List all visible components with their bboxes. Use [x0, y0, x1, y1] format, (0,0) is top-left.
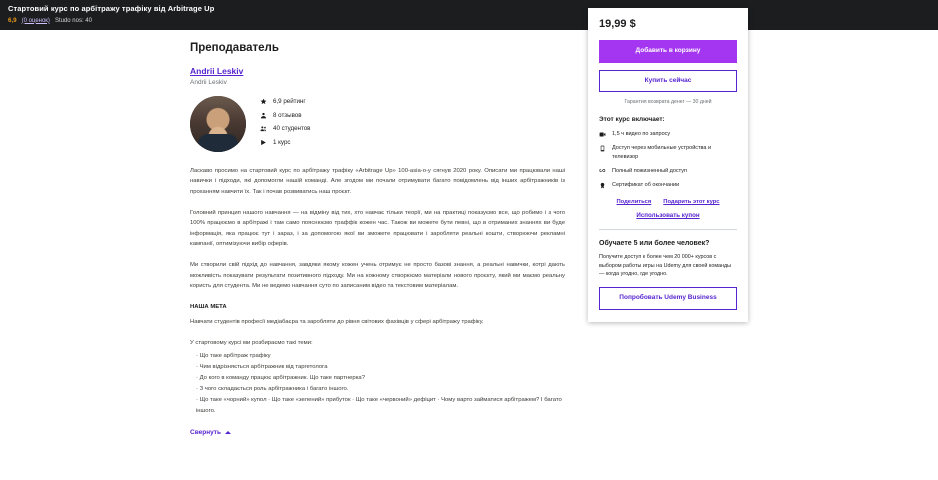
money-back-guarantee: Гарантия возврата денег — 30 дней	[624, 99, 712, 105]
include-label: Доступ через мобильные устройства и телевизор	[612, 145, 712, 160]
include-item	[599, 181, 737, 189]
try-udemy-business-button[interactable]: Попробовать Udemy Business	[599, 287, 737, 310]
buy-now-button[interactable]: Купить сейчас	[599, 70, 737, 93]
include-label: Полный пожизненный доступ	[612, 167, 687, 174]
course-price: 19,99 $	[599, 18, 636, 30]
topics-heading: У стартовому курсі ми розбираємо такі теми:	[190, 339, 313, 346]
divider	[599, 229, 737, 230]
list-item: · До кого в команду працює арбітражник. Що таке партнерка?	[196, 375, 365, 382]
list-item: · Що таке «чорний» купол · Що таке «зелений» прибуток · Що таке «червоний» дефіцит · Чому варто займатися арбітражем? І багато іншого.	[196, 396, 562, 414]
instructor-section-title: Преподаватель	[190, 42, 279, 54]
stat-rating-label: 6,9 рейтинг	[273, 98, 306, 105]
card-links	[599, 199, 737, 205]
students-count: Studo nos: 40	[54, 17, 92, 24]
instructor-name-link[interactable]: Andrii Leskiv	[190, 66, 244, 76]
description-paragraph: Головний принцип нашого навчання — на відміну від тих, хто навчає тільки теорії, ми на практиці показуємо все, що робимо і з чого 100% працюємо в арбітражі і там само пояснюємо траффік кожен час. Також ви можете бути певні, що в отриманих знаннях ви буде інформація, яка працює тут і зараз, і за допомогою якої ви зможете працювати і заробляти реальні кошти, створюючи рекламні кампанії, оптимізуючи вибір оферів.	[190, 209, 565, 247]
stat-students-label: 40 студентов	[273, 125, 311, 132]
instructor-block	[190, 96, 565, 152]
show-less-button[interactable]	[190, 429, 231, 436]
rating-value: 6,9	[8, 17, 17, 24]
apply-coupon-link[interactable]: Использовать купон	[636, 212, 700, 220]
course-title: Стартовий курс по арбітражу трафіку від Arbitrage Up	[8, 4, 215, 13]
share-link[interactable]: Поделиться	[616, 199, 652, 206]
list-item: · Чим відрізняється арбітражник від таргетолога	[196, 364, 328, 371]
course-rating-row	[8, 17, 92, 24]
stat-rating	[260, 98, 310, 105]
infinity-icon	[599, 167, 606, 174]
show-less-label: Свернуть	[190, 428, 221, 436]
instructor-subtitle: Andrii Leskiv	[190, 79, 227, 86]
user-icon	[260, 112, 267, 119]
goal-heading: НАША МЕТА	[190, 304, 227, 311]
list-item: · З чого складається роль арбітражника і багато іншого.	[196, 386, 349, 393]
description-paragraph: Ласкаво просимо на стартовий курс по арбітражу трафіку «Arbitrage Up» 100-asia-o-y сягнув 2020 року. Описати ми працювали наші навички і підходи, які допомогли нашій команді. Але згодом ми почали отримувати багато повідомлень від інших арбітражників із проханням навчити їх. Так і почав розвиватись наш проєкт.	[190, 168, 565, 195]
stat-courses-label: 1 курс	[273, 138, 291, 146]
chevron-up-icon	[225, 431, 231, 434]
ratings-count-link[interactable]: (0 оценок)	[21, 17, 50, 24]
gift-course-link[interactable]: Подарить этот курс	[663, 199, 720, 206]
goal-text: Навчати студентів професії медіабаєра та заробляти до рівня світових фахівців у сфері арбітражу трафіку.	[190, 318, 484, 325]
business-title: Обучаете 5 или более человек?	[599, 240, 710, 248]
course-header-bar	[0, 0, 938, 30]
description-paragraph: Ми створили свій підхід до навчання, завдяки якому кожен учень отримує не просто базові знання, а реальні навички, котрі дають можливість показувати результати позитивного підходу. Ми на кожному створюємо матеріали нового проєкту, який ми маємо реальну користь для студента. Ми не ведемо навчання суто по записаним відео та текстовим матеріалам.	[190, 262, 565, 289]
purchase-card	[588, 8, 748, 322]
page-bottom	[0, 462, 938, 480]
include-label: 1,5 ч видео по запросу	[612, 131, 671, 137]
add-to-cart-button[interactable]: Добавить в корзину	[599, 40, 737, 63]
avatar	[190, 96, 246, 152]
video-icon	[599, 131, 606, 138]
business-description: Получите доступ к более чем 20 000+ курсов с выбором работы игры на Udemy для своей команды — когда угодно, где угодно.	[599, 254, 732, 277]
certificate-icon	[599, 182, 606, 189]
include-item	[599, 167, 737, 175]
stat-reviews	[260, 112, 310, 119]
course-content	[190, 42, 565, 439]
include-item	[599, 130, 737, 138]
stat-courses	[260, 139, 310, 146]
star-icon	[260, 98, 267, 105]
stat-students	[260, 125, 310, 132]
includes-title: Этот курс включает:	[599, 116, 665, 123]
list-item: · Що таке арбітраж трафіку	[196, 353, 271, 360]
stat-reviews-label: 8 отзывов	[273, 111, 302, 119]
instructor-stats	[260, 96, 310, 152]
include-label: Сертификат об окончании	[612, 182, 680, 188]
mobile-icon	[599, 145, 606, 152]
include-item	[599, 144, 737, 161]
play-icon	[260, 139, 267, 146]
users-icon	[260, 125, 267, 132]
